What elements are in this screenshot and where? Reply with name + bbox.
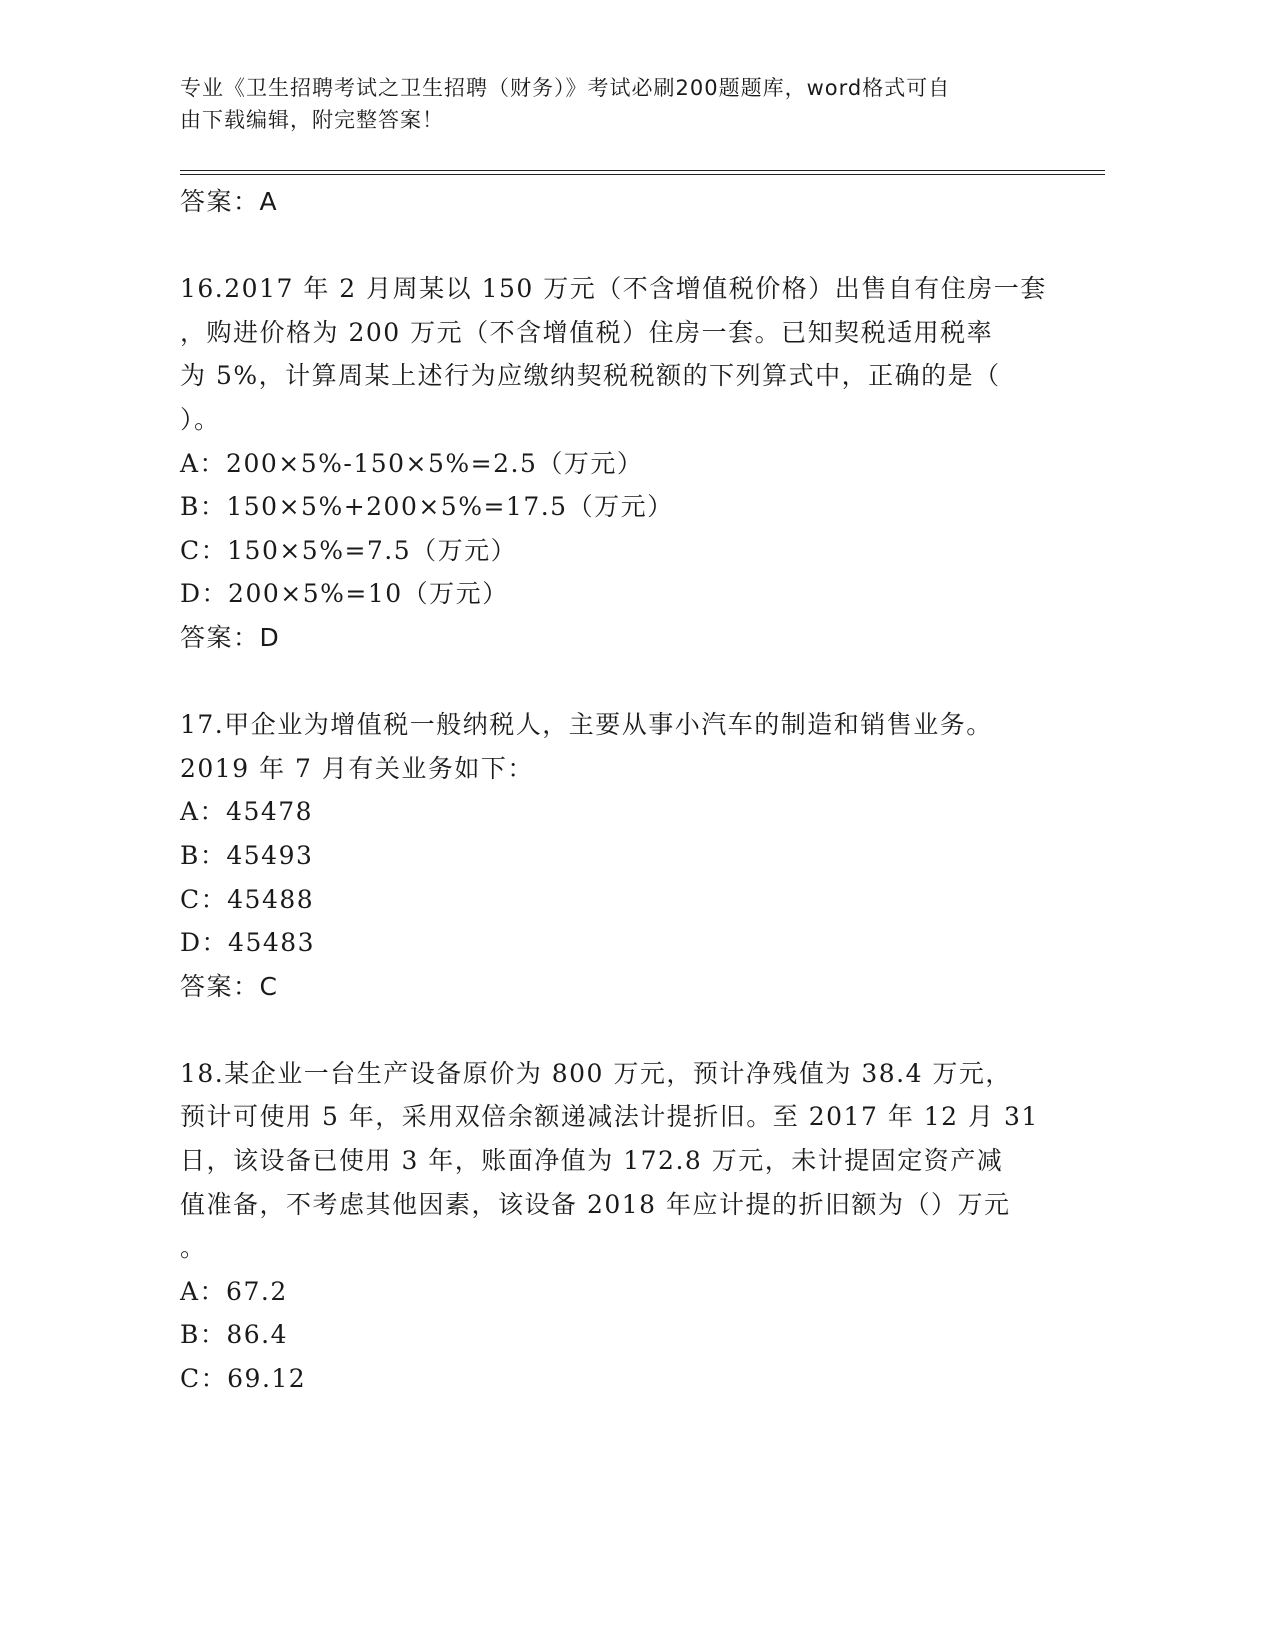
spacer bbox=[180, 660, 1040, 704]
q15-answer: 答案：A bbox=[180, 187, 279, 216]
header-divider-bottom bbox=[180, 174, 1105, 175]
q18-option-b: B：86.4 bbox=[180, 1320, 289, 1350]
spacer bbox=[180, 224, 1040, 268]
q17-stem-line-2: 2019 年 7 月有关业务如下： bbox=[180, 753, 534, 783]
q17-option-d: D：45483 bbox=[180, 928, 316, 958]
q16-answer: 答案：D bbox=[180, 622, 281, 652]
document-body bbox=[180, 180, 1047, 1401]
q18-stem-line-4: 值准备，不考虑其他因素，该设备 2018 年应计提的折旧额为（）万元 bbox=[180, 1189, 1011, 1219]
q17-option-a: A：45478 bbox=[180, 797, 314, 827]
page-header bbox=[180, 72, 1040, 136]
q18-stem-line-5: 。 bbox=[180, 1233, 207, 1263]
question-17 bbox=[180, 703, 1040, 1008]
header-line-1: 专业《卫生招聘考试之卫生招聘（财务）》考试必刷200题题库，word格式可自 bbox=[180, 76, 951, 100]
q16-stem-line-2: ，购进价格为 200 万元（不含增值税）住房一套。已知契税适用税率 bbox=[180, 317, 994, 347]
header-line-2: 由下载编辑，附完整答案！ bbox=[180, 108, 444, 132]
q17-option-b: B：45493 bbox=[180, 840, 314, 870]
question-16 bbox=[180, 267, 1047, 659]
q16-stem-line-3: 为 5%，计算周某上述行为应缴纳契税税额的下列算式中，正确的是（ bbox=[180, 361, 1001, 391]
q18-stem-line-1: 18.某企业一台生产设备原价为 800 万元，预计净残值为 38.4 万元， bbox=[180, 1058, 1012, 1088]
header-divider-top bbox=[180, 170, 1105, 171]
q16-stem-line-4: ）。 bbox=[180, 404, 221, 434]
q17-answer: 答案：C bbox=[180, 971, 279, 1001]
q16-option-b: B：150×5%+200×5%=17.5（万元） bbox=[180, 492, 674, 522]
q16-stem-line-1: 16.2017 年 2 月周某以 150 万元（不含增值税价格）出售自有住房一套 bbox=[180, 274, 1047, 304]
q18-option-c: C：69.12 bbox=[180, 1364, 307, 1394]
q16-option-d: D：200×5%=10（万元） bbox=[180, 579, 509, 609]
q17-option-c: C：45488 bbox=[180, 884, 315, 914]
q16-option-a: A：200×5%-150×5%=2.5（万元） bbox=[180, 448, 644, 478]
q16-option-c: C：150×5%=7.5（万元） bbox=[180, 535, 518, 565]
q18-option-a: A：67.2 bbox=[180, 1276, 288, 1306]
q18-stem-line-2: 预计可使用 5 年，采用双倍余额递减法计提折旧。至 2017 年 12 月 31 bbox=[180, 1102, 1039, 1132]
question-18 bbox=[180, 1052, 1040, 1401]
q17-stem-line-1: 17.甲企业为增值税一般纳税人，主要从事小汽车的制造和销售业务。 bbox=[180, 710, 993, 740]
q18-stem-line-3: 日，该设备已使用 3 年，账面净值为 172.8 万元，未计提固定资产减 bbox=[180, 1146, 1004, 1176]
spacer bbox=[180, 1008, 1040, 1052]
